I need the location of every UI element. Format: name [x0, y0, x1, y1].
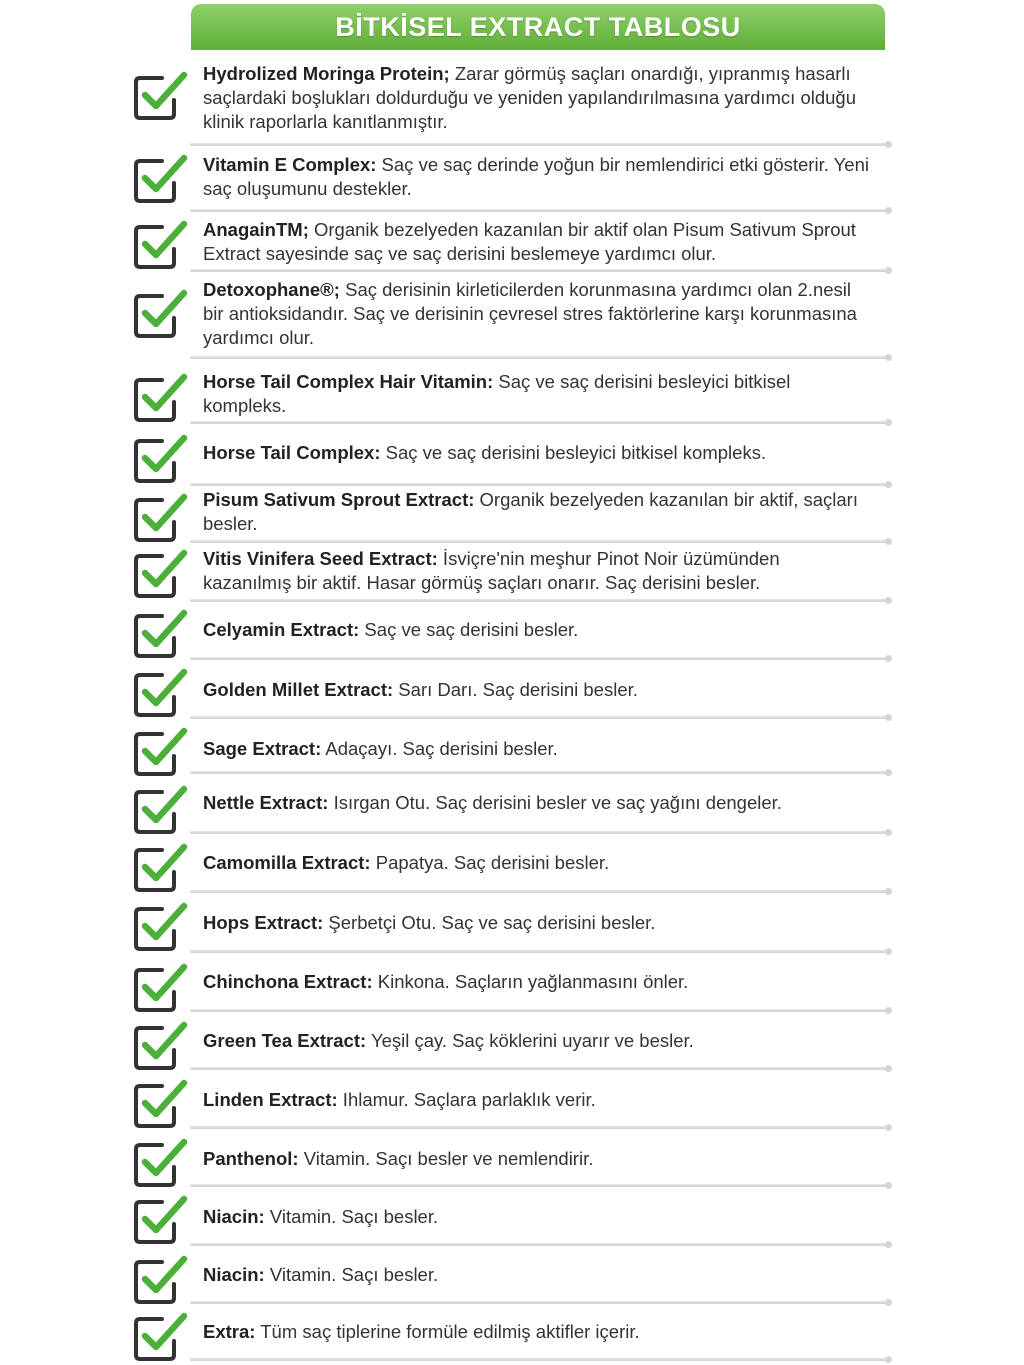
checkmark-icon — [132, 1254, 190, 1306]
checkmark-icon — [132, 492, 190, 544]
checkmark-icon — [132, 842, 190, 894]
row-divider — [190, 657, 888, 660]
item-description: Saç ve saç derisini besleyici bitkisel kompleks. — [380, 442, 767, 463]
item-name: Hydrolized Moringa Protein; — [203, 63, 450, 84]
page-title: BİTKİSEL EXTRACT TABLOSU — [335, 11, 741, 42]
row-divider — [190, 890, 888, 893]
checkmark-icon — [132, 901, 190, 953]
row-divider — [190, 1009, 888, 1012]
checkmark-icon — [132, 372, 190, 424]
item-description: Isırgan Otu. Saç derisini besler ve saç yağını dengeler. — [328, 792, 782, 813]
item-name: Horse Tail Complex: — [203, 442, 381, 463]
item-name: Green Tea Extract: — [203, 1030, 367, 1051]
checkmark-icon — [132, 70, 190, 122]
item-description: Vitamin. Saçı besler. — [264, 1206, 439, 1227]
checkmark-icon — [132, 1194, 190, 1246]
checkmark-icon — [132, 726, 190, 778]
checkmark-icon — [132, 667, 190, 719]
row-divider — [190, 1243, 888, 1246]
row-divider — [190, 1184, 888, 1187]
row-divider — [190, 1126, 888, 1129]
item-description: Organik bezelyeden kazanılan bir aktif olan Pisum Sativum Sprout Extract sayesinde saç ve saç derisini beslemeye yardımcı olur. — [203, 219, 856, 264]
item-name: Golden Millet Extract: — [203, 679, 394, 700]
item-text — [203, 62, 871, 134]
item-name: Hops Extract: — [203, 912, 324, 933]
checkmark-icon — [132, 608, 190, 660]
checkmark-icon — [132, 784, 190, 836]
row-divider — [190, 950, 888, 953]
checkmark-icon — [132, 548, 190, 600]
item-text — [203, 278, 871, 350]
checkmark-icon — [132, 1020, 190, 1072]
item-text — [203, 1147, 871, 1171]
item-text — [203, 1263, 871, 1287]
item-text — [203, 1088, 871, 1112]
row-divider — [190, 143, 888, 146]
checkmark-icon — [132, 1078, 190, 1130]
item-description: Ihlamur. Saçlara parlaklık verir. — [337, 1089, 596, 1110]
item-text — [203, 911, 871, 935]
row-divider — [190, 771, 888, 774]
item-name: Nettle Extract: — [203, 792, 329, 813]
item-description: Saç derisinin kirleticilerden korunmasına yardımcı olan 2.nesil bir antioksidandır. Saç ve derisinin çevresel stres faktörlerine karşı korunmasına yardımcı olur. — [203, 279, 857, 348]
item-name: Niacin: — [203, 1206, 265, 1227]
item-text — [203, 153, 871, 201]
item-description: Organik bezelyeden kazanılan bir aktif, saçları besler. — [203, 489, 858, 534]
item-description: Papatya. Saç derisini besler. — [370, 852, 610, 873]
row-divider — [190, 356, 888, 359]
checkmark-icon — [132, 433, 190, 485]
checkmark-icon — [132, 153, 190, 205]
checkmark-icon — [132, 962, 190, 1014]
item-text — [203, 1205, 871, 1229]
item-text — [203, 737, 871, 761]
item-text — [203, 791, 871, 815]
item-description: Yeşil çay. Saç köklerini uyarır ve besler. — [366, 1030, 694, 1051]
item-text — [203, 618, 871, 642]
row-divider — [190, 831, 888, 834]
item-text — [203, 1029, 871, 1053]
item-text — [203, 678, 871, 702]
item-name: Panthenol: — [203, 1148, 299, 1169]
item-text — [203, 370, 871, 418]
item-description: Adaçayı. Saç derisini besler. — [321, 738, 558, 759]
item-text — [203, 1320, 871, 1344]
row-divider — [190, 421, 888, 424]
row-divider — [190, 716, 888, 719]
item-name: Celyamin Extract: — [203, 619, 360, 640]
row-divider — [190, 269, 888, 272]
table-header — [191, 4, 885, 50]
item-description: Tüm saç tiplerine formüle edilmiş aktifler içerir. — [255, 1321, 640, 1342]
item-name: Chinchona Extract: — [203, 971, 373, 992]
checkmark-icon — [132, 288, 190, 340]
item-description: Saç ve saç derinde yoğun bir nemlendirici etki gösterir. Yeni saç oluşumunu destekler. — [203, 154, 869, 199]
item-text — [203, 441, 871, 465]
item-text — [203, 488, 871, 536]
row-divider — [190, 483, 888, 486]
row-divider — [190, 1067, 888, 1070]
row-divider — [190, 540, 888, 543]
item-description: Saç ve saç derisini besler. — [359, 619, 579, 640]
row-divider — [190, 599, 888, 602]
item-name: Horse Tail Complex Hair Vitamin: — [203, 371, 494, 392]
item-name: Vitis Vinifera Seed Extract: — [203, 548, 438, 569]
item-text — [203, 547, 871, 595]
item-name: AnagainTM; — [203, 219, 309, 240]
item-name: Pisum Sativum Sprout Extract: — [203, 489, 475, 510]
item-text — [203, 970, 871, 994]
item-description: Şerbetçi Otu. Saç ve saç derisini besler. — [323, 912, 656, 933]
item-description: Sarı Darı. Saç derisini besler. — [393, 679, 638, 700]
item-description: Vitamin. Saçı besler ve nemlendirir. — [298, 1148, 594, 1169]
item-name: Detoxophane®; — [203, 279, 340, 300]
item-name: Niacin: — [203, 1264, 265, 1285]
item-name: Extra: — [203, 1321, 256, 1342]
row-divider — [190, 1358, 888, 1361]
item-name: Camomilla Extract: — [203, 852, 371, 873]
item-description: Vitamin. Saçı besler. — [264, 1264, 439, 1285]
checkmark-icon — [132, 1311, 190, 1363]
row-divider — [190, 1301, 888, 1304]
item-name: Linden Extract: — [203, 1089, 338, 1110]
item-description: İsviçre'nin meşhur Pinot Noir üzümünden kazanılmış bir aktif. Hasar görmüş saçları onarır. Saç derisini besler. — [203, 548, 780, 593]
item-name: Sage Extract: — [203, 738, 322, 759]
item-name: Vitamin E Complex: — [203, 154, 377, 175]
item-description: Saç ve saç derisini besleyici bitkisel kompleks. — [203, 371, 791, 416]
row-divider — [190, 209, 888, 212]
item-text — [203, 218, 871, 266]
item-description: Kinkona. Saçların yağlanmasını önler. — [372, 971, 689, 992]
checkmark-icon — [132, 219, 190, 271]
item-text — [203, 851, 871, 875]
item-description: Zarar görmüş saçları onardığı, yıpranmış hasarlı saçlardaki boşlukları doldurduğu ve yeniden yapılandırılmasına yardımcı olduğu klinik raporlarla kanıtlanmıştır. — [203, 63, 857, 132]
checkmark-icon — [132, 1137, 190, 1189]
